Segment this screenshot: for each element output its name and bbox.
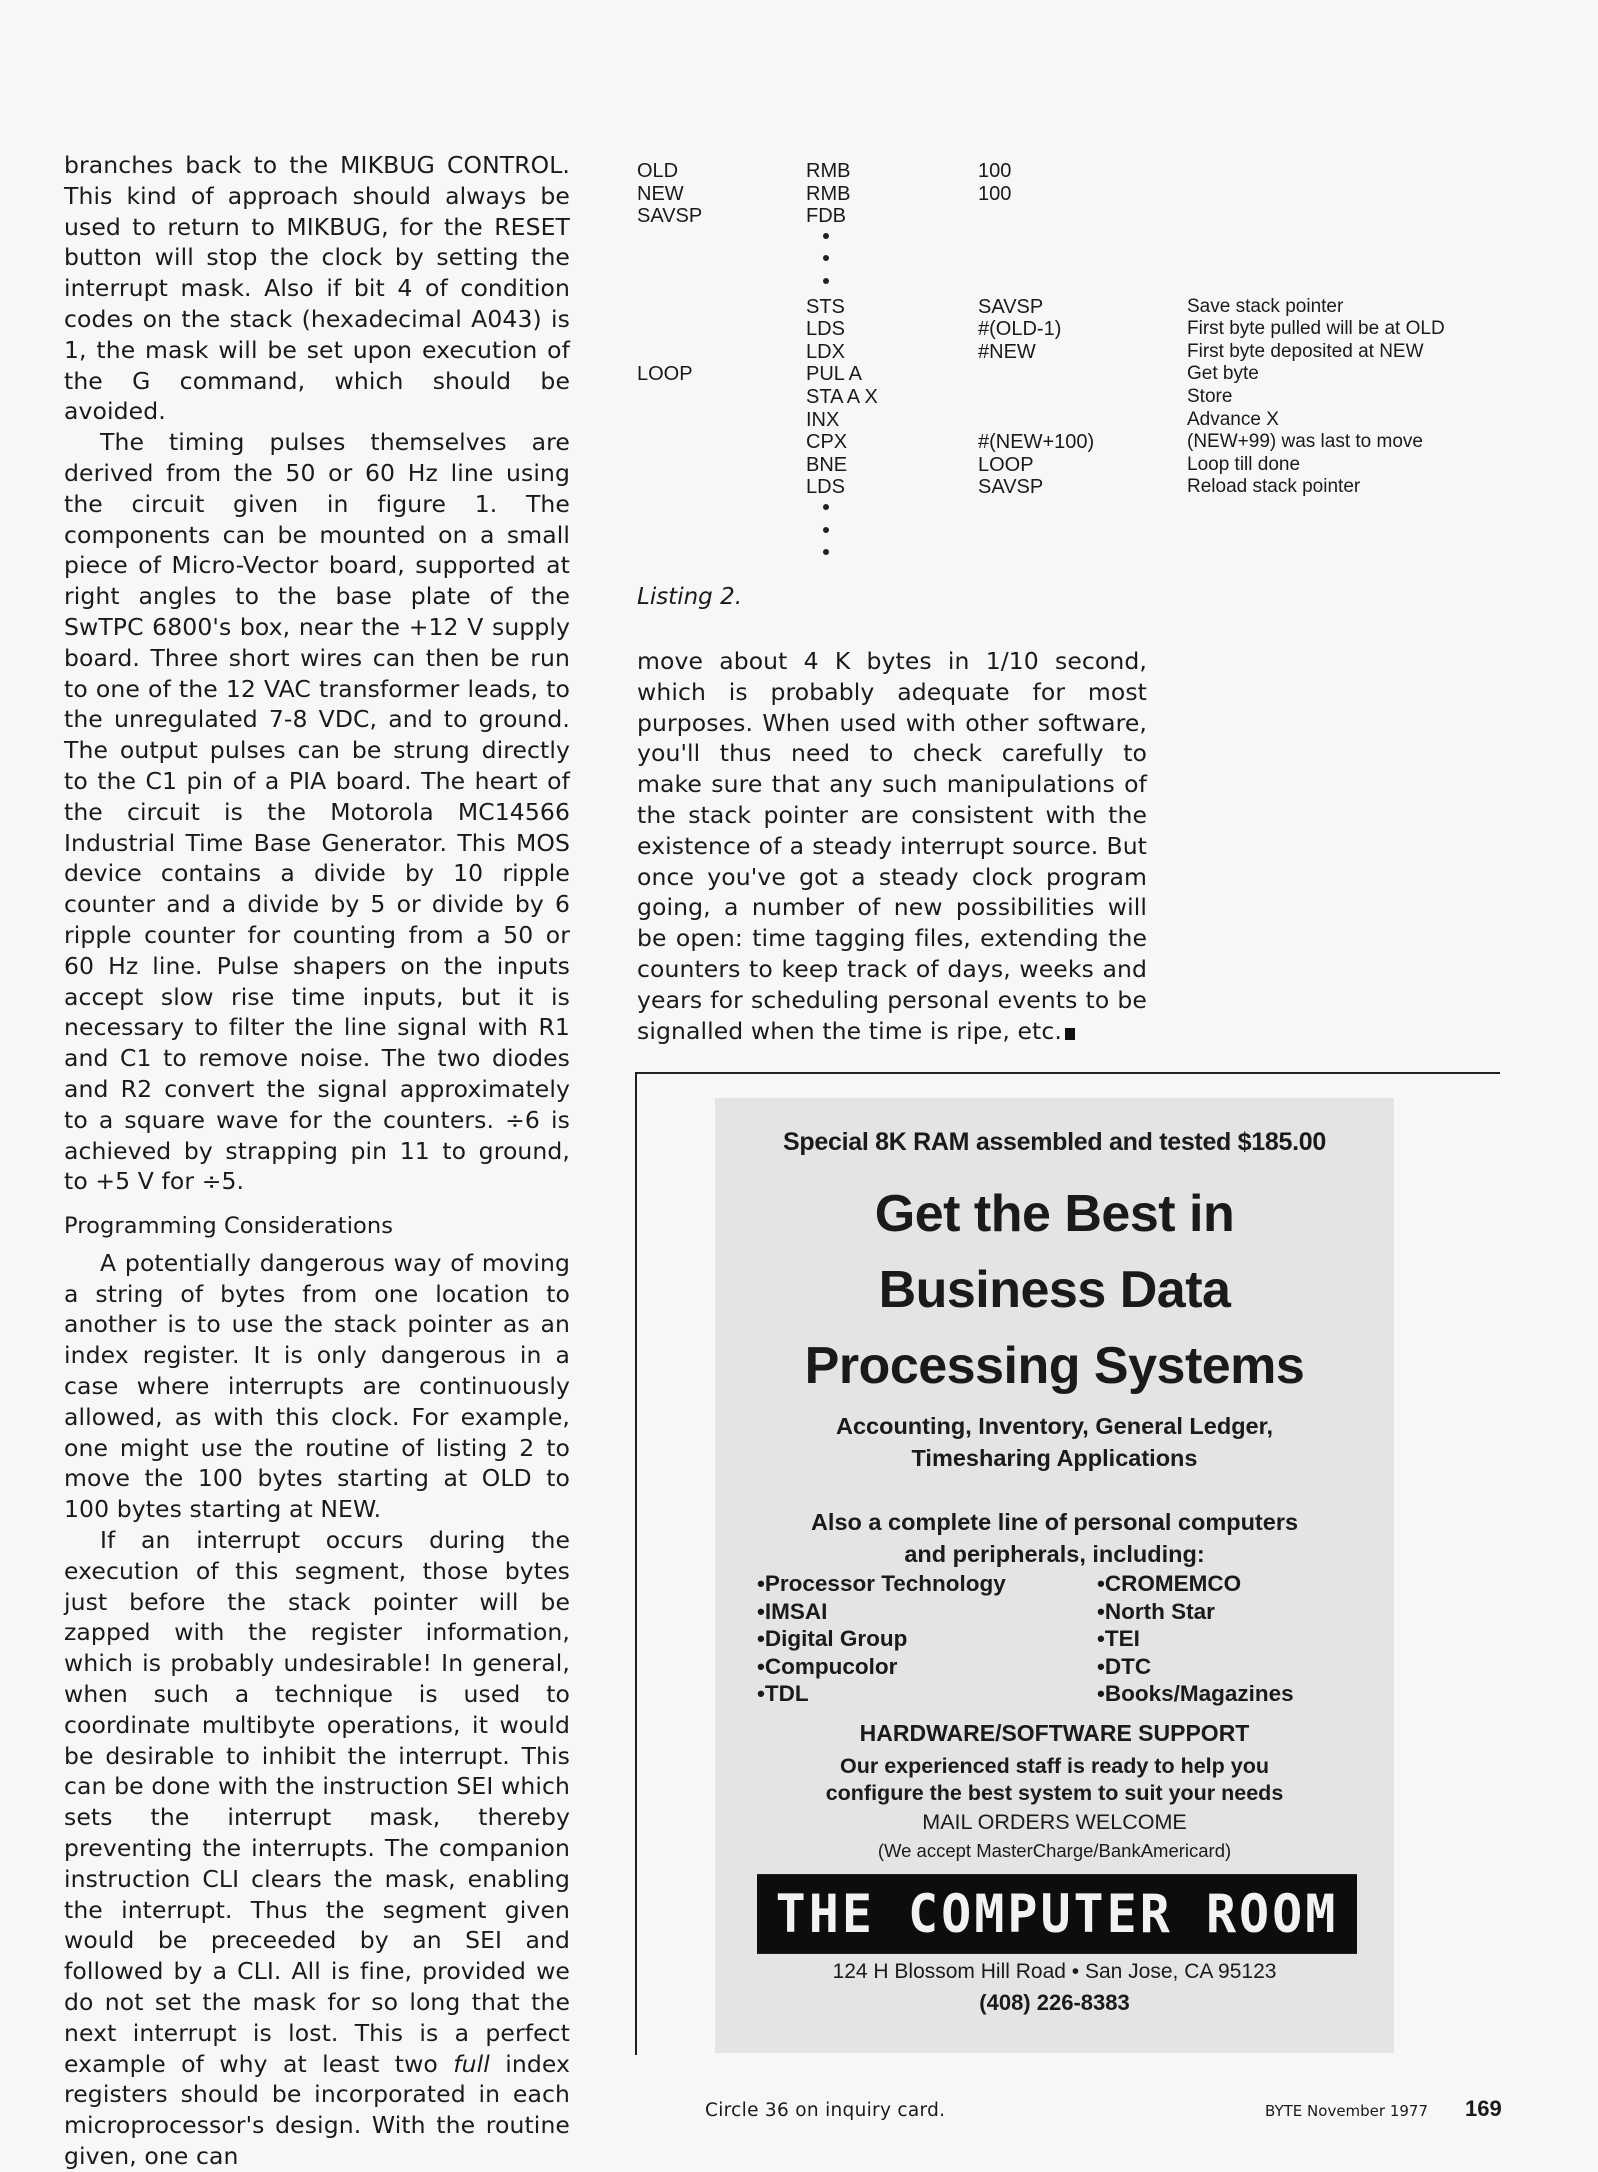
ad-text-line: and peripherals, including: [904,1541,1205,1567]
listing-arg: #NEW [978,340,1036,363]
right-column [637,646,1147,1046]
listing-arg: 100 [978,160,1012,182]
listing-comment: Loop till done [1187,453,1301,475]
ad-headline-line: Processing Systems [804,1337,1305,1395]
listing-label: SAVSP [637,205,703,228]
ellipsis-dot [637,273,1537,296]
listing-op: LDS [806,476,845,499]
listing-label: LOOP [637,363,693,386]
listing-op: INX [806,408,840,431]
listing-row [637,341,1537,364]
emphasis: full [453,2049,490,2078]
ad-applications [715,1410,1394,1474]
brand-item: • Compucolor [757,1653,1006,1681]
ad-special-offer: Special 8K RAM assembled and tested $185.00 [783,1128,1326,1156]
ad-text-line: configure the best system to suit your needs [825,1781,1284,1805]
brand-column-left [757,1570,1006,1708]
page-number: 169 [1465,2096,1502,2121]
text-run: If an interrupt occurs during the execution of this segment, those bytes just before the stack pointer will be zapped with the register information, which is probably undesirable! In general, when such a technique is used to coordinate multibyte operations, it would be desirable to inhibit the interrupt. This can be done with the instruction SEI which sets the interrupt mask, thereby preventing the interrupts. The companion instruction CLI clears the mask, enabling the interrupt. Thus the segment given would be preceeded by an SEI and followed by a CLI. All is fine, provided we do not set the mask for so long that the next interrupt is lost. This is a perfect example of why at least two [64,1526,570,2078]
listing-arg: 100 [978,182,1012,205]
listing-comment: Store [1187,385,1233,407]
code-listing [637,160,1537,567]
advertisement [715,1098,1394,2053]
paragraph [64,1525,570,2172]
ad-support-heading: HARDWARE/SOFTWARE SUPPORT [859,1720,1250,1746]
listing-arg: LOOP [978,453,1034,476]
ad-text-line: Timesharing Applications [911,1445,1198,1471]
paragraph: branches back to the MIKBUG CONTROL. This kind of approach should always be used to return to MIKBUG, for the RESET button will stop the clock by setting the interrupt mask. Also if bit 4 of condition codes on the stack (hexadecimal A043) is 1, the mask will be set upon execution of the G command, which should be avoided. [64,151,570,426]
listing-row [637,476,1537,499]
ad-logo-banner: THE COMPUTER ROOM [757,1874,1357,1954]
text-run: index registers should be incorporated in each microprocessor's design. With the routine given, one can [64,2049,570,2170]
listing-row [637,296,1537,319]
brand-item: • Books/Magazines [1097,1680,1294,1708]
brand-item: • DTC [1097,1653,1294,1681]
listing-comment: First byte pulled will be at OLD [1187,318,1445,340]
listing-label: OLD [637,160,679,182]
text-run: move about 4 K bytes in 1/10 second, which is probably adequate for most purposes. When used with other software, you'll thus need to check carefully to make sure that any such manipulations of the stack pointer are consistent with the existence of a steady interrupt source. But once you've got a steady clock program going, a number of new possibilities will be open: time tagging files, extending the counters to keep track of days, weeks and years for scheduling personal events to be signalled when the time is ripe, etc. [637,647,1147,1045]
listing-row [637,205,1537,228]
listing-op: PUL A [806,363,862,386]
listing-op: RMB [806,182,851,205]
left-column [64,150,570,2172]
listing-comment: Advance X [1187,408,1279,430]
listing-op: LDX [806,340,845,363]
listing-row [637,454,1537,477]
brand-item: • TDL [757,1680,1006,1708]
ellipsis-dot [637,522,1537,545]
ad-staff [715,1753,1394,1807]
listing-op: FDB [806,205,846,228]
listing-op: RMB [806,160,851,182]
ad-headline [715,1176,1394,1404]
listing-arg: #(OLD-1) [978,318,1062,341]
brand-item: • Processor Technology [757,1570,1006,1598]
paragraph: A potentially dangerous way of moving a string of bytes from one location to another is to use the stack pointer as an index register. It is only dangerous in a case where interrupts are continuously allowed, as with this clock. For example, one might use the routine of listing 2 to move the 100 bytes starting at OLD to 100 bytes starting at NEW. [64,1248,570,1524]
listing-row [637,183,1537,206]
listing-row [637,318,1537,341]
listing-row [637,386,1537,409]
listing-row [637,409,1537,432]
paragraph [637,646,1147,1046]
ad-address: 124 H Blossom Hill Road • San Jose, CA 95123 [832,1960,1277,1983]
brand-item: • Digital Group [757,1625,1006,1653]
listing-op: STS [806,295,845,318]
brand-item: • TEI [1097,1625,1294,1653]
ad-also [715,1506,1394,1570]
brand-item: • IMSAI [757,1598,1006,1626]
listing-comment: (NEW+99) was last to move [1187,431,1423,453]
ellipsis-dot [637,499,1537,522]
listing-op: BNE [806,453,848,476]
listing-comment: First byte deposited at NEW [1187,340,1424,362]
listing-op: LDS [806,318,845,341]
ad-phone: (408) 226-8383 [979,1990,1130,2015]
listing-op: STA A X [806,385,878,408]
ellipsis-dot [637,544,1537,567]
ellipsis-dot [637,228,1537,251]
ad-headline-line: Business Data [878,1261,1231,1319]
brand-item: • North Star [1097,1598,1294,1626]
ad-text-line: Also a complete line of personal computers [810,1509,1299,1535]
listing-comment: Get byte [1187,363,1259,385]
listing-comment: Save stack pointer [1187,295,1344,317]
listing-comment: Reload stack pointer [1187,476,1361,498]
end-mark-icon [1065,1028,1075,1040]
ad-headline-line: Get the Best in [874,1185,1235,1243]
section-heading: Programming Considerations [64,1213,394,1240]
listing-arg: SAVSP [978,295,1044,318]
ad-payment-note: (We accept MasterCharge/BankAmericard) [877,1840,1232,1861]
listing-row [637,431,1537,454]
ellipsis-dot [637,250,1537,273]
paragraph: The timing pulses themselves are derived from the 50 or 60 Hz line using the circuit given in figure 1. The components can be mounted on a small piece of Micro-Vector board, supported at right angles to the base plate of the SwTPC 6800's box, near the +12 V supply board. Three short wires can then be run to one of the 12 VAC transformer leads, to the unregulated 7-8 VDC, and to ground. The output pulses can be strung directly to the C1 pin of a PIA board. The heart of the circuit is the Motorola MC14566 Industrial Time Base Generator. This MOS device contains a divide by 10 ripple counter and a divide by 5 or divide by 6 ripple counter for counting from a 50 or 60 Hz line. Pulse shapers on the inputs accept slow rise time inputs, but it is necessary to filter the line signal with R1 and C1 to remove noise. The two diodes and R2 convert the signal approximately to a square wave for the counters. ÷6 is achieved by strapping pin 11 to ground, to +5 V for ÷5. [64,428,570,1196]
listing-op: CPX [806,431,848,454]
magazine-issue: BYTE November 1977 [1265,2102,1429,2120]
listing-caption: Listing 2. [637,584,743,610]
ad-text-line: Our experienced staff is ready to help you [840,1754,1269,1778]
ad-mail-orders: MAIL ORDERS WELCOME [922,1810,1187,1834]
brand-item: • CROMEMCO [1097,1570,1294,1598]
listing-label: NEW [637,182,684,205]
listing-arg: SAVSP [978,476,1044,499]
brand-column-right [1097,1570,1294,1708]
listing-arg: #(NEW+100) [978,431,1095,454]
inquiry-note: Circle 36 on inquiry card. [705,2100,946,2121]
listing-row [637,160,1537,183]
ad-text-line: Accounting, Inventory, General Ledger, [835,1413,1273,1439]
listing-row [637,363,1537,386]
